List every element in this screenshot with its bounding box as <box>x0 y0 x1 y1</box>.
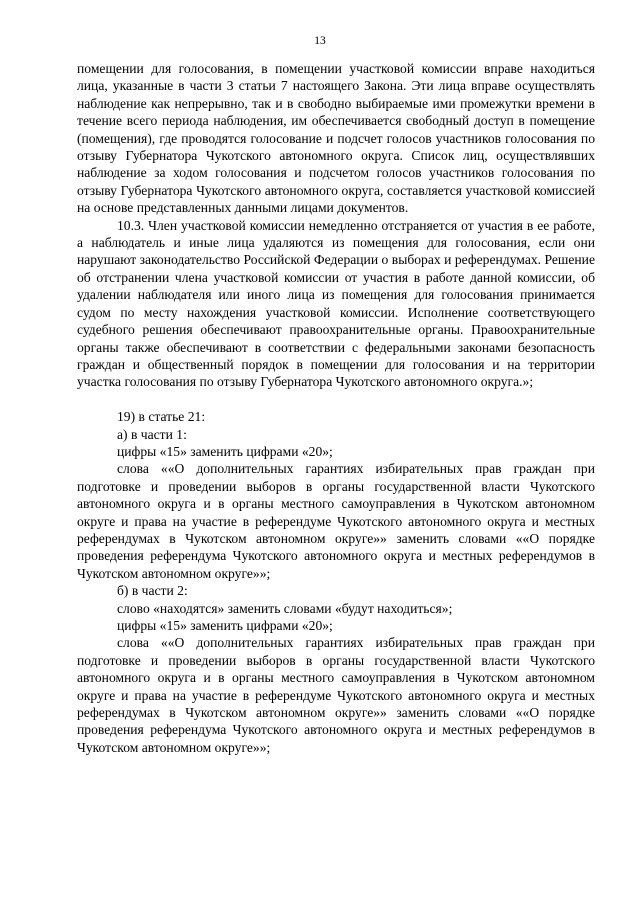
paragraph-spacer <box>77 391 595 408</box>
paragraph: слово «находятся» заменить словами «будут находиться»; <box>117 600 453 616</box>
paragraph: слова ««О дополнительных гарантиях избирательных прав граждан при подготовке и проведении выборов в органы государственной власти Чукотского автономного округа и в органы местного самоуправления в Чукотском автономном округе и права на участие в референдуме Чукотского автономного округа и местных референдумах в Чукотском автономном округе»» заменить словами ««О порядке проведения референдума Чукотского автономного округа и местных референдумов в Чукотском автономном округе»»; <box>77 461 595 581</box>
document-body <box>77 60 595 756</box>
page-number: 13 <box>314 35 326 47</box>
paragraph: помещении для голосования, в помещении участковой комиссии вправе находиться лица, указанные в части 3 статьи 7 настоящего Закона. Эти лица вправе осуществлять наблюдение как непрерывно, так и в свободно выбираемые ими промежутки времени в течение всего периода наблюдения, им обеспечивается свободный доступ в помещение (помещения), где проводятся голосование и подсчет голосов участников голосования по отзыву Губернатора Чукотского автономного округа. Список лиц, осуществлявших наблюдение за ходом голосования и подсчетом голосов участников голосования по отзыву Губернатора Чукотского автономного округа, составляется участковой комиссией на основе представленных данными лицами документов. <box>77 61 595 216</box>
paragraph: 19) в статье 21: <box>117 409 206 425</box>
paragraph: 10.3. Член участковой комиссии немедленно отстраняется от участия в ее работе, а наблюдатель и иные лица удаляются из помещения для голосования, если они нарушают законодательство Российской Федерации о выборах и референдумах. Решение об отстранении члена участковой комиссии от участия в работе данной комиссии, об удалении наблюдателя или иного лица из помещения для голосования принимается судом по месту нахождения участковой комиссии. Исполнение соответствующего судебного решения обеспечивают правоохранительные органы. Правоохранительные органы также обеспечивают в соответствии с федеральными законами безопасность граждан и общественный порядок в помещении для голосования и на территории участка голосования по отзыву Губернатора Чукотского автономного округа.»; <box>77 217 595 390</box>
paragraph: б) в части 2: <box>117 583 188 599</box>
paragraph: цифры «15» заменить цифрами «20»; <box>117 617 333 633</box>
paragraph: а) в части 1: <box>117 426 187 442</box>
paragraph: цифры «15» заменить цифрами «20»; <box>117 443 333 459</box>
paragraph: слова ««О дополнительных гарантиях избирательных прав граждан при подготовке и проведении выборов в органы государственной власти Чукотского автономного округа и в органы местного самоуправления в Чукотском автономном округе и права на участие в референдуме Чукотского автономного округа и местных референдумах в Чукотском автономном округе»» заменить словами ««О порядке проведения референдума Чукотского автономного округа и местных референдумов в Чукотском автономном округе»»; <box>77 635 595 755</box>
